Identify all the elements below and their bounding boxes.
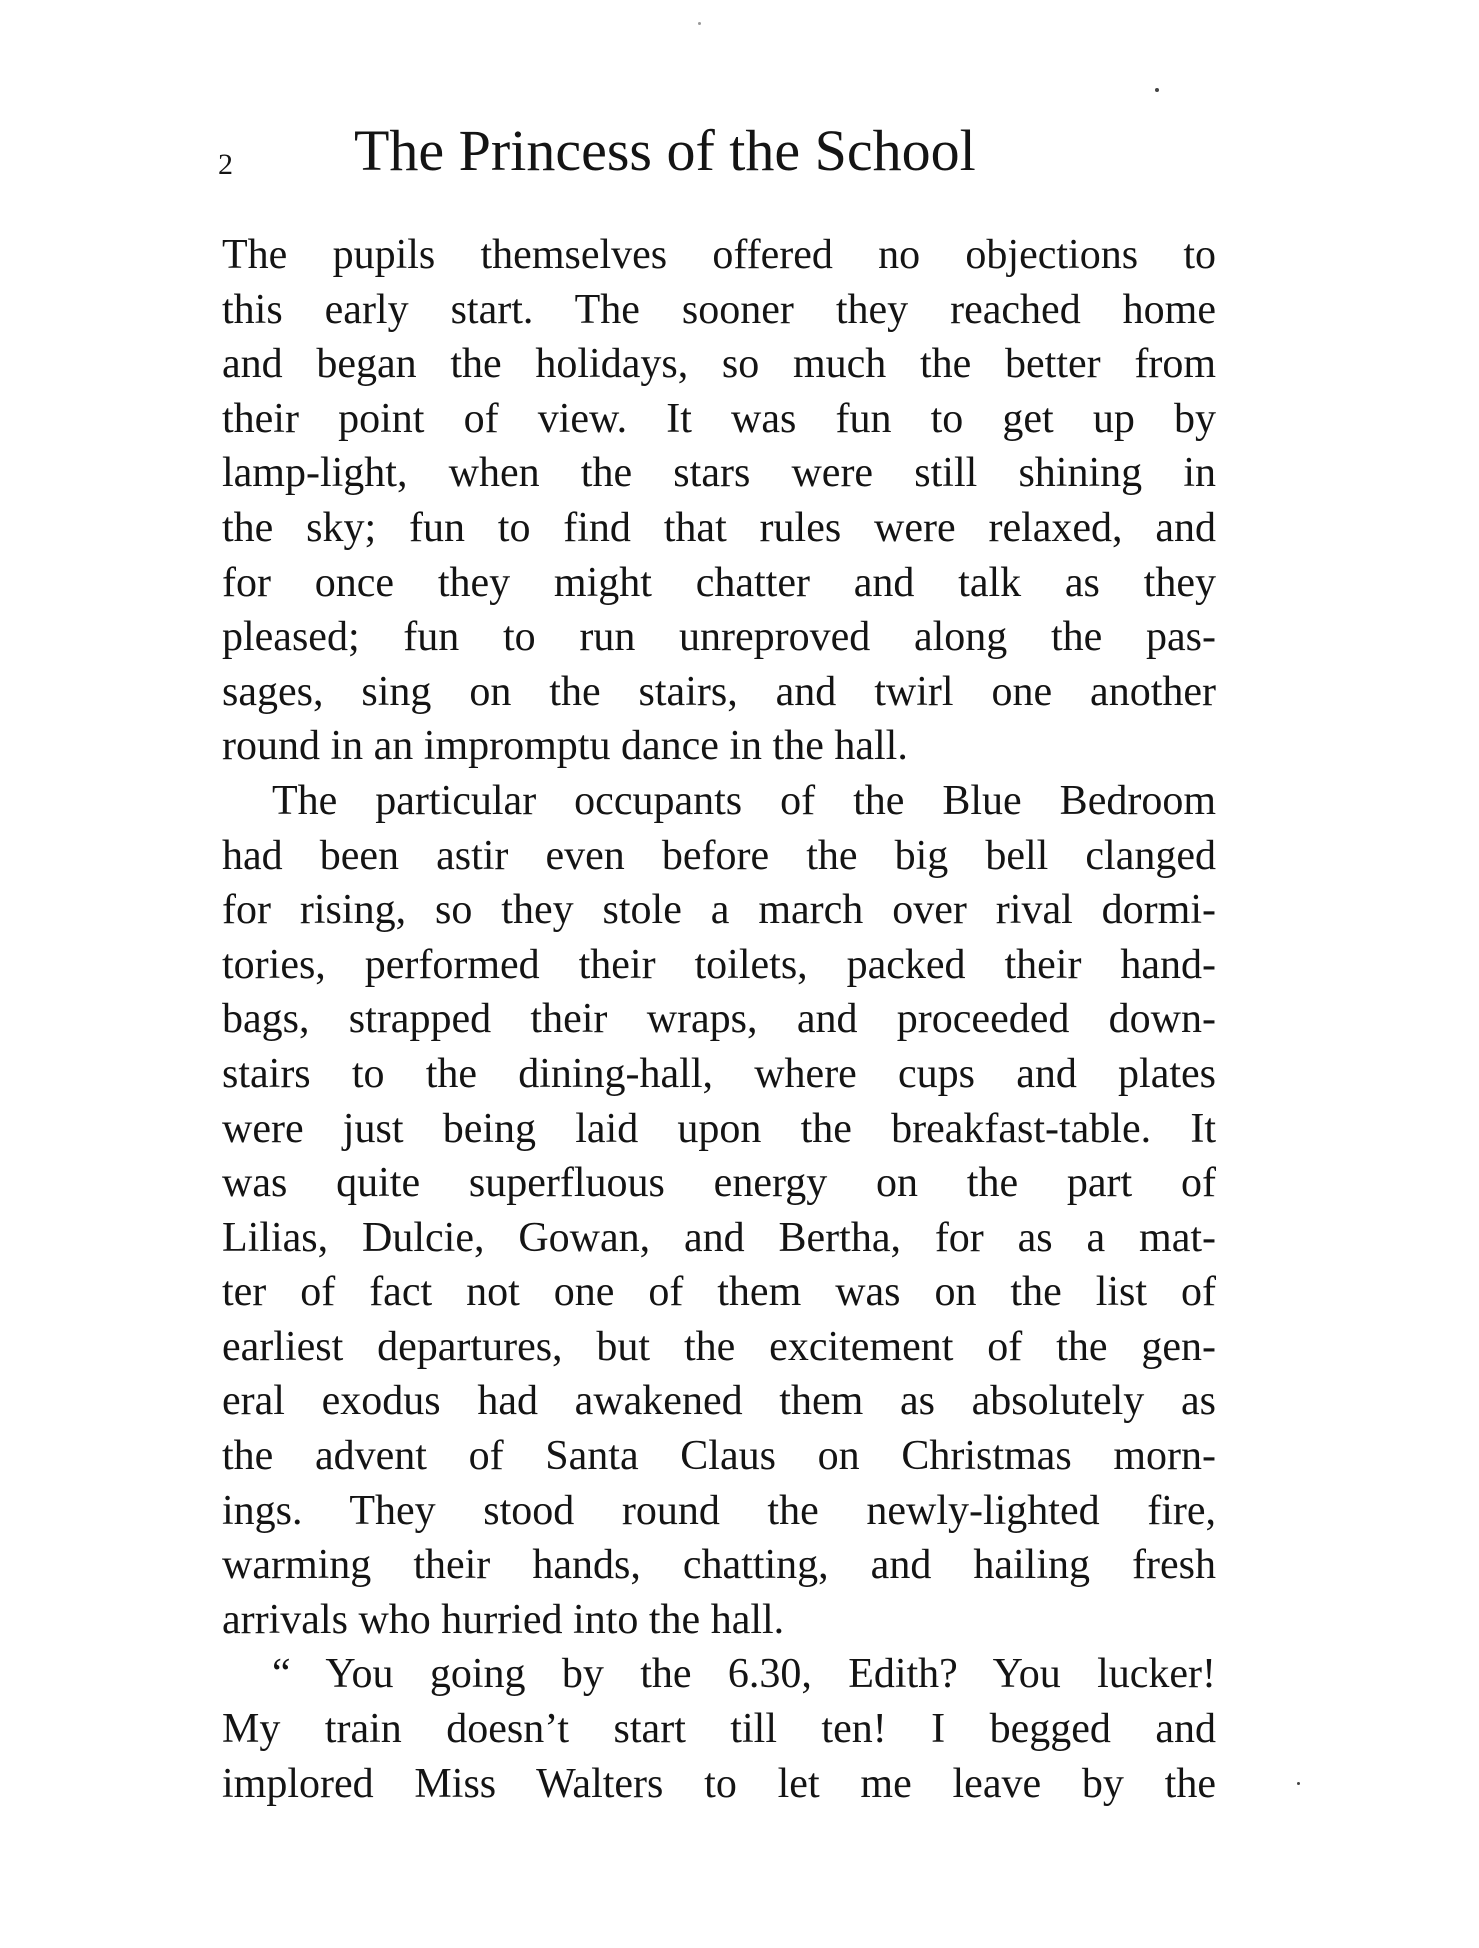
text-line: round in an impromptu dance in the hall. [222, 723, 908, 770]
text-line: “ You going by the 6.30, Edith? You lucker! [272, 1651, 1216, 1698]
text-line: the sky; fun to find that rules were relaxed, and [222, 504, 1216, 551]
text-line: tories, performed their toilets, packed their hand- [222, 941, 1216, 988]
text-line: warming their hands, chatting, and hailing fresh [222, 1542, 1216, 1589]
text-line: sages, sing on the stairs, and twirl one another [222, 668, 1216, 715]
text-line: had been astir even before the big bell clanged [222, 832, 1216, 879]
text-line: eral exodus had awakened them as absolutely as [222, 1378, 1216, 1425]
text-line: was quite superfluous energy on the part of [222, 1160, 1216, 1207]
text-line: for once they might chatter and talk as they [222, 559, 1216, 606]
text-line: pleased; fun to run unreproved along the pas- [222, 614, 1216, 661]
text-line: The particular occupants of the Blue Bedroom [272, 777, 1216, 824]
text-line: The pupils themselves offered no objections to [222, 232, 1216, 278]
text-line: implored Miss Walters to let me leave by the [222, 1760, 1216, 1807]
text-line: their point of view. It was fun to get up by [222, 395, 1216, 442]
page-number: 2 [218, 148, 233, 181]
text-line: arrivals who hurried into the hall. [222, 1596, 785, 1643]
text-line: and began the holidays, so much the better from [222, 341, 1216, 388]
text-line: the advent of Santa Claus on Christmas morn- [222, 1433, 1216, 1480]
scan-speck [698, 22, 701, 25]
text-line: were just being laid upon the breakfast-table. It [222, 1105, 1216, 1152]
text-line: earliest departures, but the excitement of the gen- [222, 1323, 1216, 1370]
running-header [218, 118, 1218, 202]
text-line: stairs to the dining-hall, where cups and plates [222, 1050, 1216, 1097]
text-line: lamp-light, when the stars were still shining in [222, 450, 1216, 497]
scan-speck [1297, 1782, 1300, 1785]
running-title: The Princess of the School [354, 118, 976, 183]
text-line: bags, strapped their wraps, and proceeded down- [222, 996, 1216, 1043]
text-line: My train doesn’t start till ten! I begged and [222, 1706, 1216, 1753]
body-text [222, 228, 1216, 1811]
text-line: Lilias, Dulcie, Gowan, and Bertha, for as a mat- [222, 1214, 1216, 1261]
text-line: ter of fact not one of them was on the list of [222, 1269, 1216, 1316]
scan-speck [1155, 88, 1159, 92]
text-line: this early start. The sooner they reached home [222, 286, 1216, 333]
text-line: for rising, so they stole a march over rival dormi- [222, 887, 1216, 934]
text-line: ings. They stood round the newly-lighted fire, [222, 1487, 1216, 1534]
